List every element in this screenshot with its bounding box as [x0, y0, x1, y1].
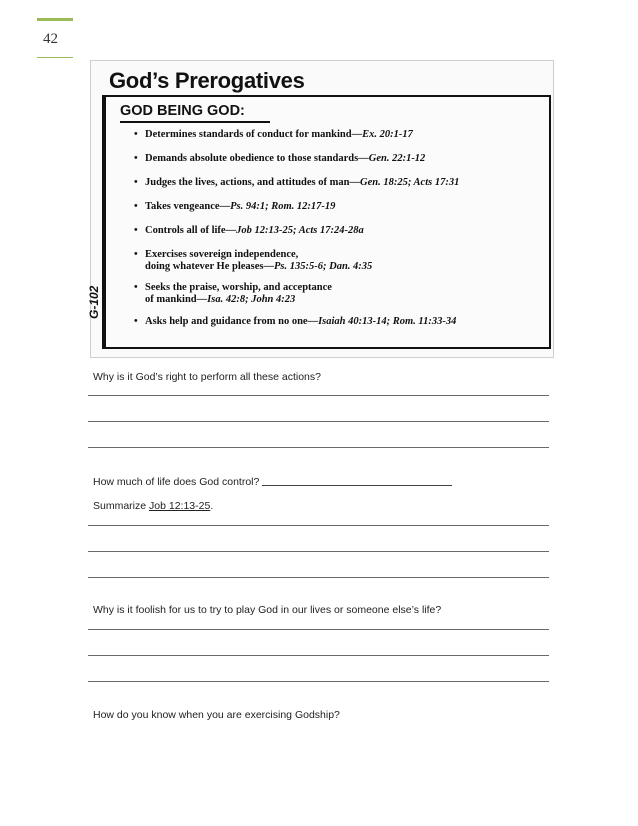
question-3-prefix: Summarize	[93, 500, 150, 512]
question-3	[93, 500, 213, 512]
list-item: • Demands absolute obedience to those standards—Gen. 22:1-12	[134, 153, 459, 165]
answer-line	[88, 421, 549, 422]
figure-box	[87, 95, 551, 349]
figure-subtitle: GOD BEING GOD:	[120, 103, 245, 119]
answer-blank[interactable]	[262, 475, 452, 486]
answer-line	[88, 629, 549, 630]
prerogatives-list	[134, 129, 459, 328]
figure-code: G-102	[87, 285, 101, 319]
list-item: • Judges the lives, actions, and attitudes of man—Gen. 18:25; Acts 17:31	[134, 177, 459, 189]
list-item: • Takes vengeance—Ps. 94:1; Rom. 12:17-19	[134, 201, 459, 213]
figure-subtitle-underline	[120, 121, 270, 123]
list-item: • Exercises sovereign independence, doing whatever He pleases—Ps. 135:5-6; Dan. 4:35	[134, 249, 459, 273]
answer-line	[88, 551, 549, 552]
question-2-text: How much of life does God control?	[93, 476, 260, 488]
answer-line	[88, 681, 549, 682]
prerogatives-figure	[87, 60, 554, 358]
list-item: • Determines standards of conduct for mankind—Ex. 20:1-17	[134, 129, 459, 141]
answer-line	[88, 577, 549, 578]
answer-line	[88, 655, 549, 656]
question-1: Why is it God’s right to perform all these actions?	[93, 371, 321, 383]
question-2	[93, 475, 452, 488]
page-number: 42	[43, 31, 58, 47]
list-item: • Asks help and guidance from no one—Isaiah 40:13-14; Rom. 11:33-34	[134, 316, 459, 328]
answer-line	[88, 395, 549, 396]
figure-title: God’s Prerogatives	[109, 68, 305, 93]
list-item: • Controls all of life—Job 12:13-25; Acts 17:24-28a	[134, 225, 459, 237]
list-item: • Seeks the praise, worship, and acceptance of mankind—Isa. 42:8; John 4:23	[134, 282, 459, 306]
page-number-rule	[37, 57, 73, 58]
answer-line	[88, 447, 549, 448]
answer-line	[88, 525, 549, 526]
scripture-link[interactable]: Job 12:13-25	[149, 500, 211, 512]
question-5: How do you know when you are exercising Godship?	[93, 709, 340, 721]
question-4: Why is it foolish for us to try to play God in our lives or someone else’s life?	[93, 604, 442, 616]
page-number-accent-bar	[37, 18, 73, 21]
question-3-suffix: .	[210, 500, 214, 512]
